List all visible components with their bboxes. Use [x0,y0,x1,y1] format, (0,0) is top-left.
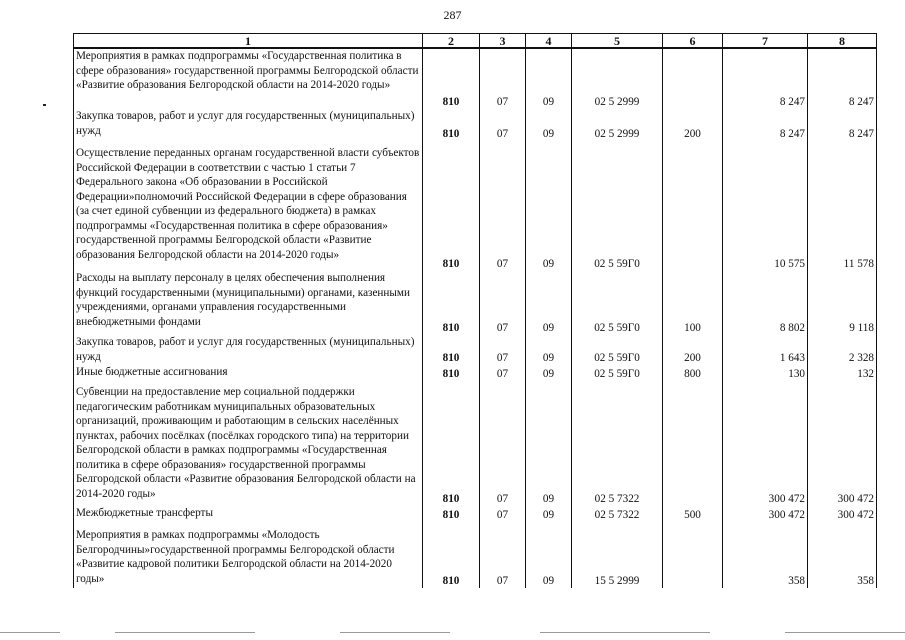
row-csr: 02 5 59Г0 [572,141,663,271]
row-rz: 07 [480,109,526,141]
row-pr: 09 [526,141,572,271]
row-csr: 02 5 2999 [572,48,663,109]
row-sum-2020: 8 247 [808,48,877,109]
row-name: Субвенции на предоставление мер социальной поддержки педагогическим работникам муниципальных образовательных организаций, проживающим и работающим в сельских населённых пунктах, рабочих посёлках (посёлках городского типа) на территории Белгородской области в рамках подпрограммы «Государственная политика в сфере образования» государственной программы Белгородской области «Развитие образования Белгородской области на 2014-2020 годы» [74,381,423,506]
scan-speck [43,104,46,106]
row-sum-2020: 9 118 [808,271,877,335]
row-csr: 02 5 59Г0 [572,365,663,381]
row-ved: 810 [423,522,480,588]
table-row [74,335,877,365]
row-name: Закупка товаров, работ и услуг для государственных (муниципальных) нужд [74,335,423,365]
row-ved: 810 [423,335,480,365]
table-row [74,522,877,588]
col-header-pr: 4 [526,34,572,49]
row-csr: 02 5 2999 [572,109,663,141]
row-csr: 02 5 7322 [572,381,663,506]
row-pr: 09 [526,506,572,522]
row-name: Осуществление переданных органам государственной власти субъектов Российской Федерации в соответствии с частью 1 статьи 7 Федерального закона «Об образовании в Российской Федерации»полномочий Российской Федерации в сфере образования (за счет единой субвенции из федерального бюджета) в рамках подпрограммы «Государственная политика в сфере образования» государственной программы Белгородской области «Развитие образования Белгородской области на 2014-2020 годы» [74,141,423,271]
col-header-rz: 3 [480,34,526,49]
row-ved: 810 [423,141,480,271]
row-name: Межбюджетные трансферты [74,506,423,522]
row-sum-2020: 132 [808,365,877,381]
row-rz: 07 [480,365,526,381]
row-sum-2019: 300 472 [723,381,808,506]
row-rz: 07 [480,522,526,588]
row-pr: 09 [526,271,572,335]
row-sum-2020: 8 247 [808,109,877,141]
row-vr: 100 [663,271,723,335]
row-csr: 15 5 2999 [572,522,663,588]
row-vr: 200 [663,335,723,365]
row-sum-2019: 10 575 [723,141,808,271]
row-sum-2019: 358 [723,522,808,588]
table-row [74,48,877,109]
row-vr [663,381,723,506]
col-header-ved: 2 [423,34,480,49]
row-sum-2019: 130 [723,365,808,381]
row-ved: 810 [423,365,480,381]
row-ved: 810 [423,506,480,522]
col-header-vr: 6 [663,34,723,49]
row-rz: 07 [480,48,526,109]
row-sum-2019: 8 247 [723,109,808,141]
row-name: Расходы на выплату персоналу в целях обеспечения выполнения функций государственными (муниципальными) органами, казенными учреждениями, органами управления государственными внебюджетными фондами [74,271,423,335]
row-csr: 02 5 59Г0 [572,271,663,335]
col-header-csr: 5 [572,34,663,49]
row-rz: 07 [480,381,526,506]
row-pr: 09 [526,522,572,588]
row-pr: 09 [526,109,572,141]
table-row [74,271,877,335]
col-header-name: 1 [74,34,423,49]
row-sum-2020: 358 [808,522,877,588]
row-ved: 810 [423,109,480,141]
row-pr: 09 [526,335,572,365]
row-rz: 07 [480,335,526,365]
row-pr: 09 [526,365,572,381]
row-rz: 07 [480,141,526,271]
row-sum-2019: 300 472 [723,506,808,522]
row-ved: 810 [423,48,480,109]
row-vr [663,141,723,271]
header-row [74,34,877,49]
row-sum-2019: 1 643 [723,335,808,365]
col-header-sum-2020: 8 [808,34,877,49]
page-number: 287 [443,8,462,22]
table-row [74,506,877,522]
row-vr: 500 [663,506,723,522]
row-sum-2020: 2 328 [808,335,877,365]
row-vr: 200 [663,109,723,141]
col-header-sum-2019: 7 [723,34,808,49]
row-rz: 07 [480,271,526,335]
row-pr: 09 [526,381,572,506]
table-row [74,141,877,271]
row-sum-2020: 300 472 [808,381,877,506]
row-csr: 02 5 59Г0 [572,335,663,365]
row-sum-2019: 8 802 [723,271,808,335]
row-sum-2020: 11 578 [808,141,877,271]
budget-table [73,33,877,588]
row-csr: 02 5 7322 [572,506,663,522]
row-name: Закупка товаров, работ и услуг для государственных (муниципальных) нужд [74,109,423,141]
table-row [74,381,877,506]
row-pr: 09 [526,48,572,109]
row-vr [663,48,723,109]
row-vr: 800 [663,365,723,381]
row-sum-2019: 8 247 [723,48,808,109]
row-name: Мероприятия в рамках подпрограммы «Молодость Белгородчины»государственной программы Белгородской области «Развитие кадровой политики Белгородской области на 2014-2020 годы» [74,522,423,588]
table-row [74,109,877,141]
row-vr [663,522,723,588]
row-ved: 810 [423,381,480,506]
table-row [74,365,877,381]
row-sum-2020: 300 472 [808,506,877,522]
row-ved: 810 [423,271,480,335]
row-name: Иные бюджетные ассигнования [74,365,423,381]
row-name: Мероприятия в рамках подпрограммы «Государственная политика в сфере образования» государственной программы Белгородской области «Развитие образования Белгородской области на 2014-2020 годы» [74,48,423,109]
scan-edge-marks [0,632,905,634]
row-rz: 07 [480,506,526,522]
